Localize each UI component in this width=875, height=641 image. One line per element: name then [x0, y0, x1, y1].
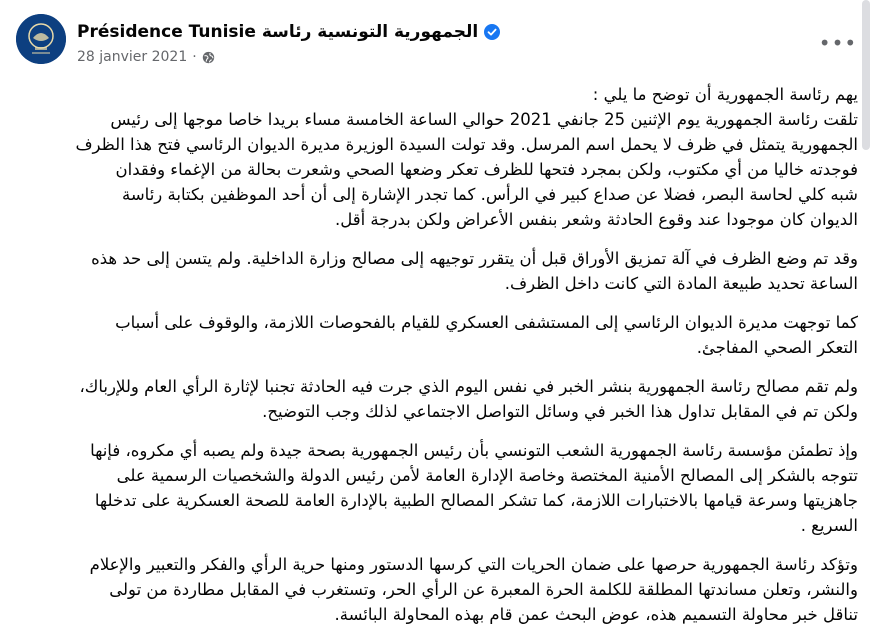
post-header	[0, 0, 875, 82]
text-line: والنشر، وتعلن مساندتها المطلقة للكلمة الحرة المعبرة عن الرأي الحر، وتستغرب في المقابل مطاردة من تولى	[109, 580, 858, 599]
verified-badge-icon	[484, 24, 500, 40]
more-options-icon: •••	[818, 31, 858, 55]
text-line: الجمهورية يتمثل في ظرف لا يحمل اسم المرسل. وقد تولت السيدة الوزيرة مديرة الديوان الرئاسي فتح هذا الظرف	[75, 135, 858, 154]
text-line: ولم تقم مصالح رئاسة الجمهورية بنشر الخبر في نفس اليوم الذي جرت فيه الحادثة تجنبا لإثارة الرأي العام وللإرباك،	[79, 377, 858, 396]
paragraph-2	[40, 246, 858, 296]
text-line: التعكر الصحي المفاجئ.	[696, 338, 858, 357]
text-line: تتوجه بالشكر إلى المصالح الأمنية المختصة وخاصة الإدارة العامة لأمن رئيس الدولة والشخصيات الرسمية على	[116, 466, 858, 485]
paragraph-intro	[40, 82, 858, 107]
text-line: تناقل خبر محاولة التسميم هذه، عوض البحث عمن قام بهذه المحاولة البائسة.	[334, 605, 858, 624]
globe-icon[interactable]	[202, 51, 215, 64]
page-name-text[interactable]: Présidence Tunisie الجمهورية التونسية رئاسة	[77, 22, 479, 42]
meta-separator: ·	[192, 49, 197, 65]
text-line: ولكن تم في المقابل تداول هذا الخبر في وسائل التواصل الاجتماعي لذلك وجب التوضيح.	[262, 402, 858, 421]
post-meta	[77, 49, 215, 65]
text-line: الساعة تحديد طبيعة المادة التي كانت داخل الظرف.	[504, 274, 858, 293]
paragraph-3	[40, 310, 858, 360]
text-line: كما توجهت مديرة الديوان الرئاسي إلى المستشفى العسكري للقيام بالفحوصات اللازمة، والوقوف على أسباب	[115, 313, 858, 332]
page-name-link[interactable]	[77, 22, 500, 42]
text-line: شبه كلي لحاسة البصر، فضلا عن صداع كبير في الرأس. كما تجدر الإشارة إلى أن أحد الموظفين بكتابة رئاسة	[122, 185, 858, 204]
paragraph-1	[40, 107, 858, 232]
text-line: الديوان كان موجودا عند وقوع الحادثة وشعر بنفس الأعراض ولكن بدرجة أقل.	[334, 210, 858, 229]
text-line: تلقت رئاسة الجمهورية يوم الإثنين 25 جانفي 2021 حوالي الساعة الخامسة مساء بريدا خاصا موجها إلى رئيس	[110, 110, 858, 129]
post-text	[40, 82, 858, 641]
text-line: يهم رئاسة الجمهورية أن توضح ما يلي :	[592, 85, 858, 104]
paragraph-4	[40, 374, 858, 424]
paragraph-6	[40, 552, 858, 627]
text-line: السريع .	[800, 516, 858, 535]
post-date[interactable]: 28 janvier 2021	[77, 49, 188, 65]
text-line: فوجدته خاليا من أي مكتوب، ولكن بمجرد فتحها للظرف تعكر وضعها الصحي وشعرت بحالة من الإغماء وفقدان	[115, 160, 858, 179]
scrollbar-thumb[interactable]	[862, 0, 870, 150]
page-avatar[interactable]	[16, 14, 66, 64]
text-line: وتؤكد رئاسة الجمهورية حرصها على ضمان الحريات التي كرسها الدستور ومنها حرية الرأي والفكر والتعبير والإعلام	[89, 555, 858, 574]
text-line: جاهزيتها وسرعة قيامها بالاختبارات اللازمة، كما تشكر المصالح الطبية بالإدارة العامة للصحة العسكرية على تدخلها	[94, 491, 858, 510]
text-line: وإذ تطمئن مؤسسة رئاسة الجمهورية الشعب التونسي بأن رئيس الجمهورية بصحة جيدة ولم يصبه أي مكروه، فإنها	[90, 441, 858, 460]
paragraph-5	[40, 438, 858, 538]
text-line: وقد تم وضع الظرف في آلة تمزيق الأوراق قبل أن يتقرر توجيهه إلى مصالح وزارة الداخلية. ولم يتسن إلى حد هذه	[91, 249, 858, 268]
more-options-button[interactable]	[818, 28, 858, 58]
